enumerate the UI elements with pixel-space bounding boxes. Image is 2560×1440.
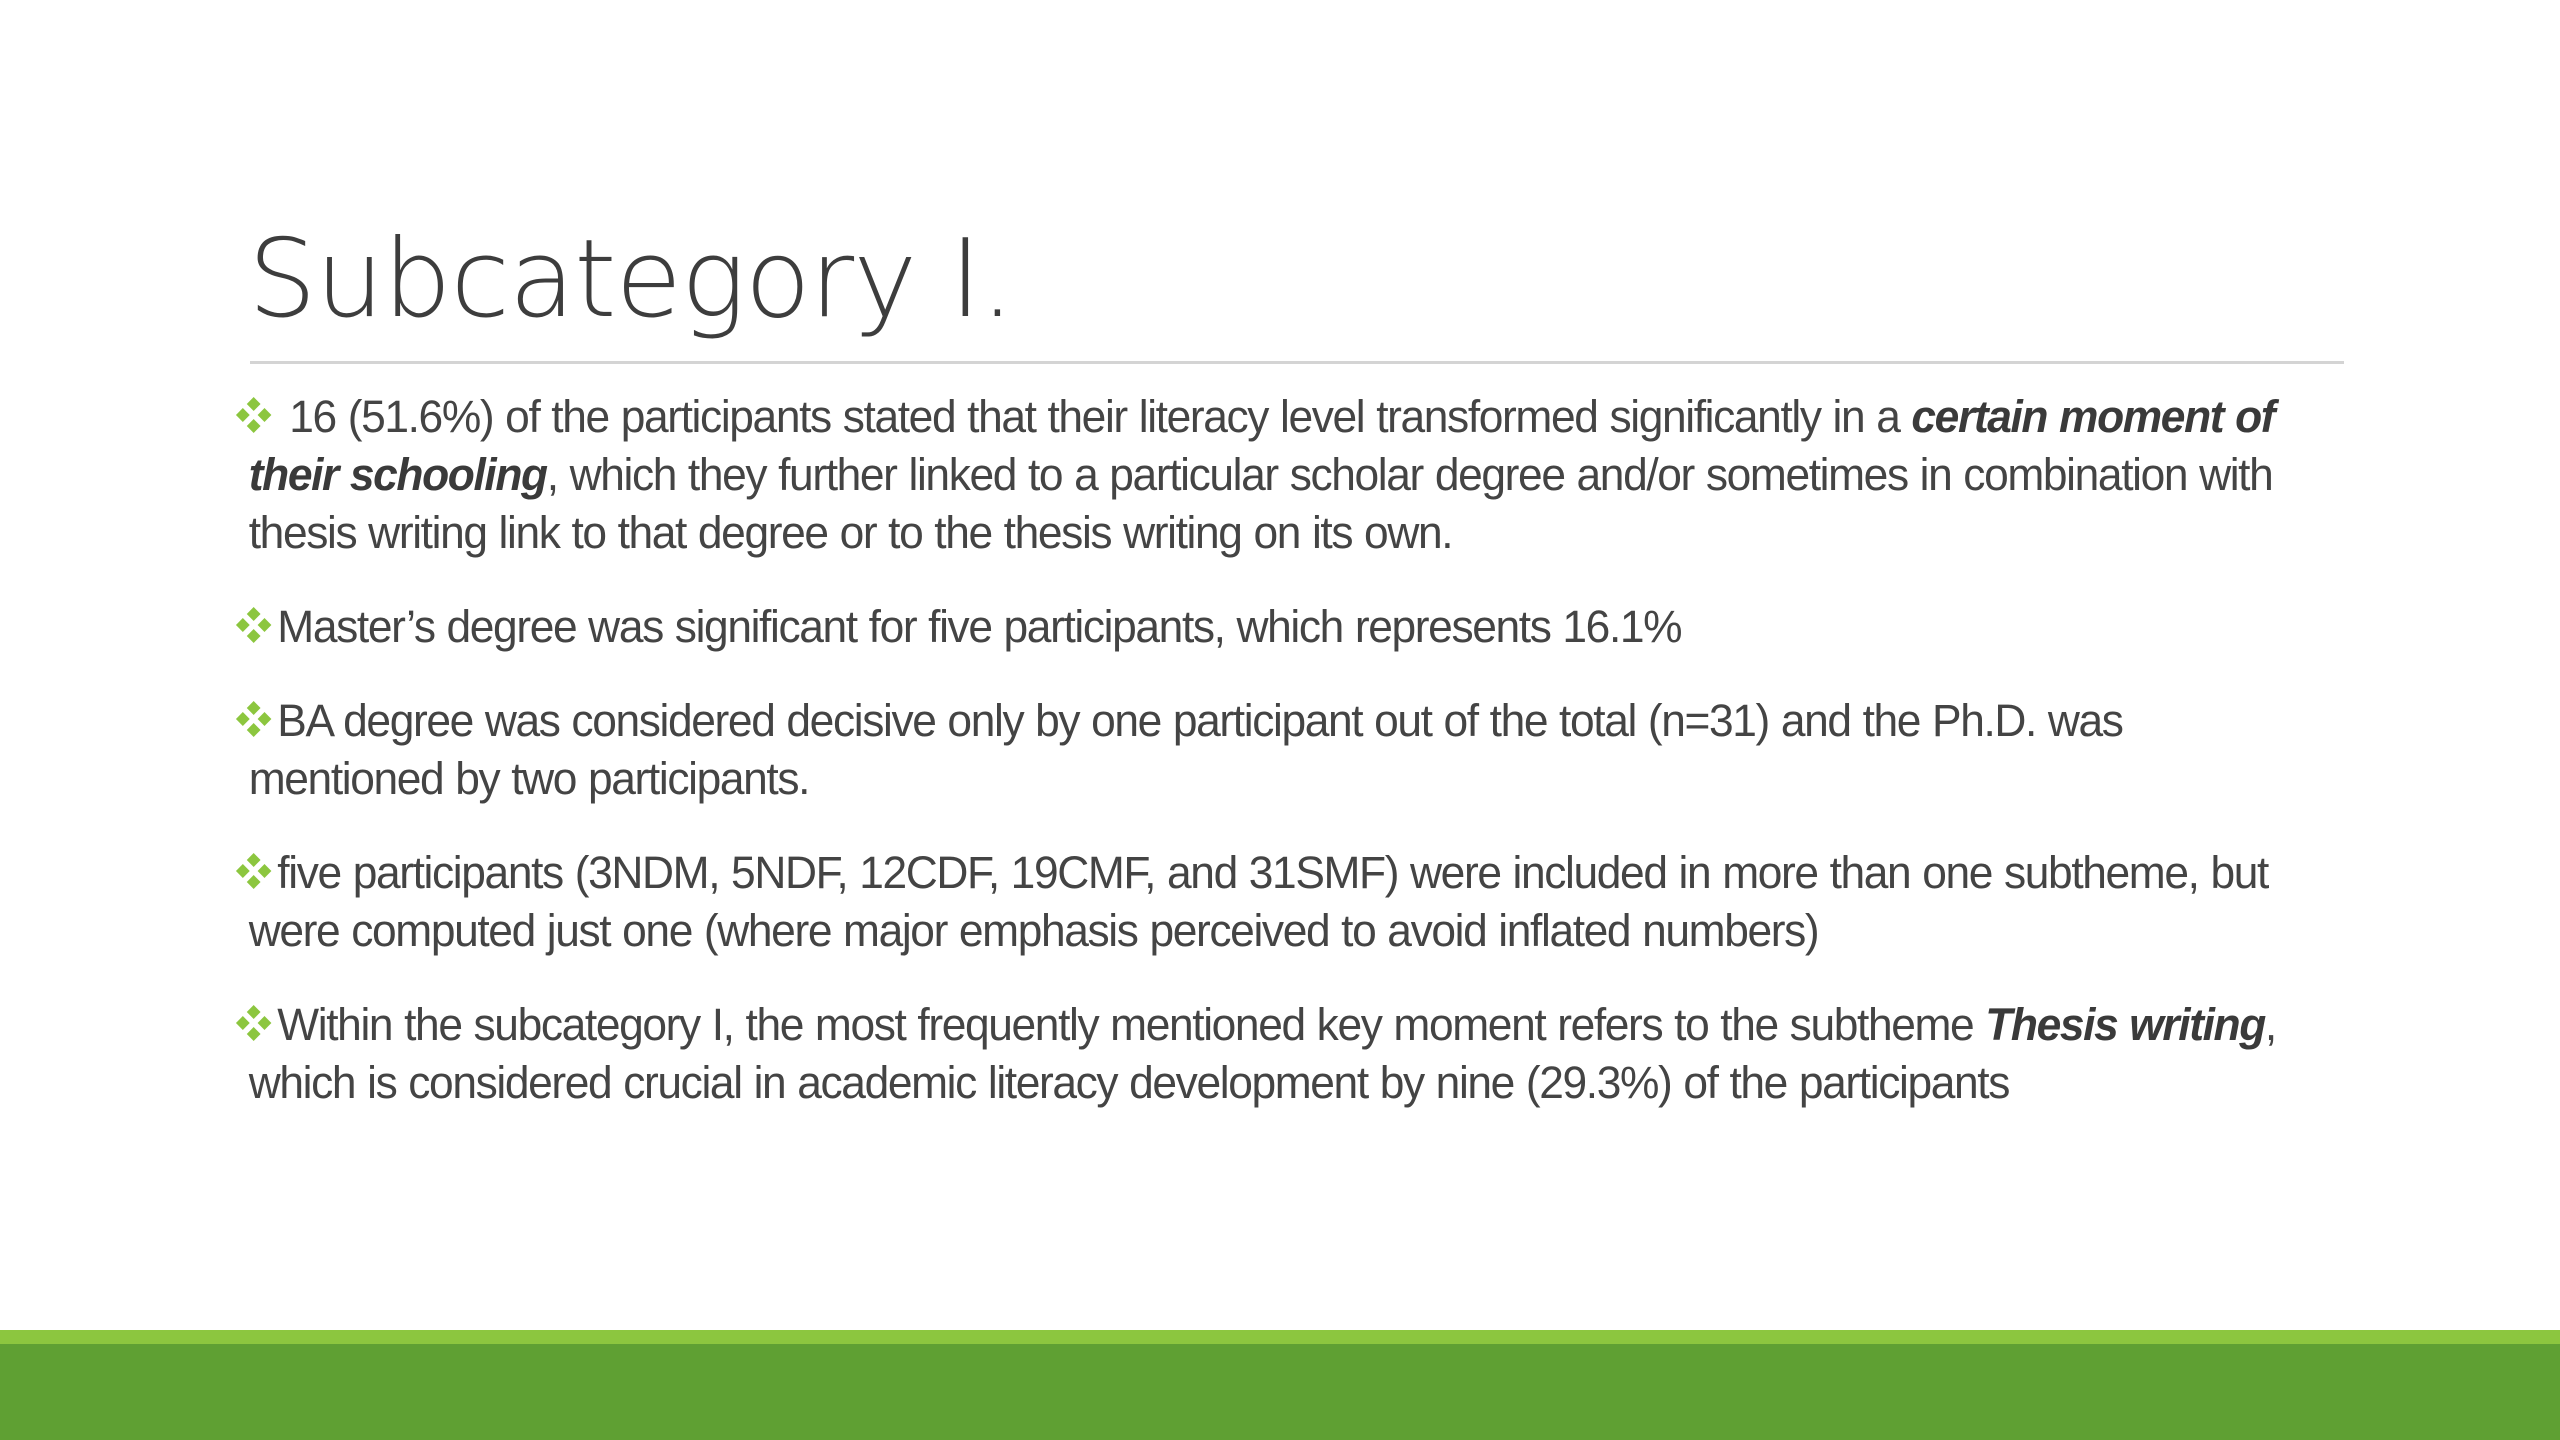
slide-title: Subcategory I. bbox=[248, 217, 1014, 342]
footer-accent-stripe bbox=[0, 1330, 2560, 1344]
emphasized-phrase: Thesis writing bbox=[1985, 999, 2265, 1050]
title-divider bbox=[250, 361, 2344, 364]
bullet-text bbox=[232, 996, 2328, 1112]
bullet-text-segment: Within the subcategory I, the most frequently mentioned key moment refers to the subtheme bbox=[277, 999, 1986, 1050]
diamond-cluster-icon bbox=[232, 393, 275, 437]
bullet-text bbox=[232, 388, 2328, 562]
footer-bar bbox=[0, 1344, 2560, 1440]
bullet-item-2 bbox=[232, 598, 2328, 656]
bullet-item-4 bbox=[232, 844, 2328, 960]
emphasized-phrase: certain moment of their schooling bbox=[248, 391, 2275, 500]
bullet-item-1 bbox=[232, 388, 2328, 562]
bullet-item-5 bbox=[232, 996, 2328, 1112]
bullet-text-segment: five participants (3NDM, 5NDF, 12CDF, 19CMF, and 31SMF) were included in more than one subtheme, but were computed just one (where major emphasis perceived to avoid inflated numbers) bbox=[248, 847, 2268, 956]
bullet-text bbox=[232, 844, 2328, 960]
bullet-text-segment: , which they further linked to a particular scholar degree and/or sometimes in combination with thesis writing link to that degree or to the thesis writing on its own. bbox=[248, 449, 2273, 558]
diamond-cluster-icon bbox=[232, 1001, 275, 1045]
bullet-text-segment: Master’s degree was significant for five participants, which represents 16.1% bbox=[277, 601, 1682, 652]
bullet-text bbox=[232, 692, 2328, 808]
bullet-text bbox=[232, 598, 2328, 656]
bullet-item-3 bbox=[232, 692, 2328, 808]
diamond-cluster-icon bbox=[232, 849, 275, 893]
bullet-text-segment: , which is considered crucial in academic literacy development by nine (29.3%) of the participants bbox=[248, 999, 2276, 1108]
bullet-text-segment: BA degree was considered decisive only by one participant out of the total (n=31) and the Ph.D. was mentioned by two participants. bbox=[248, 695, 2123, 804]
diamond-cluster-icon bbox=[232, 603, 275, 647]
bullet-list bbox=[232, 388, 2360, 1148]
diamond-cluster-icon bbox=[232, 697, 275, 741]
bullet-text-segment: 16 (51.6%) of the participants stated that their literacy level transformed significantly in a bbox=[277, 391, 1912, 442]
